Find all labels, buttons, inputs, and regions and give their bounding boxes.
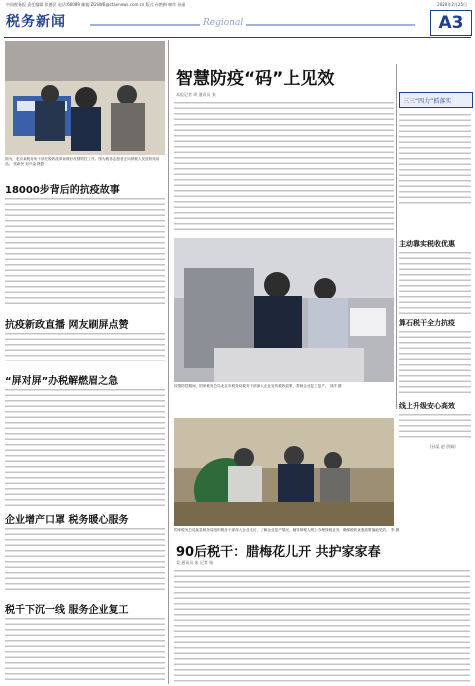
bottom-byline: 姜 通讯员 朱 记者 杨: [176, 560, 214, 565]
bottom-headline: 90后税干：腊梅花儿开 共护家家春: [176, 545, 381, 560]
section-title: 税务新闻: [6, 14, 66, 30]
left-text-block-3: [5, 387, 165, 507]
left-text-block-5: [5, 616, 165, 682]
lead-text-block: [174, 100, 394, 232]
lead-byline: 本报记者 周 通讯员 张: [176, 92, 216, 97]
left-photo-caption: 图为，北京某税务所干部在税收改革前做好疫情防控工作。图为税务志愿者正向纳税人发放防疫用品。 张新民 邓兴淦 摄影: [5, 157, 160, 166]
right-text-block-3: [399, 412, 471, 440]
top-strip: [0, 0, 475, 9]
bottom-text-block: [174, 568, 470, 682]
section-english-title: Regional: [200, 18, 246, 28]
right-banner-text: 三三“四力”抓落实: [403, 98, 452, 105]
left-headline-4: 企业增产口罩 税务暖心服务: [5, 515, 129, 526]
column-divider-right: [396, 64, 397, 409]
right-signoff: (孙某 赵 供稿): [430, 444, 456, 449]
right-text-block-0: [399, 112, 471, 204]
right-headline-1: 主动靠实税收优惠: [399, 240, 455, 248]
masthead-rule: [4, 37, 471, 38]
left-headline-3: “屏对屏”办税解燃眉之急: [5, 376, 119, 387]
left-headline-5: 税千下沉一线 服务企业复工: [5, 605, 129, 616]
top-strip-right: 2020年2月25日: [437, 2, 467, 7]
left-text-block-4: [5, 526, 165, 594]
bottom-photo-caption: 国家税务总局某县税务局组织税务干部深入企业走访，了解企业复产情况，辅导纳税人网上办理涉税业务，确保税收优惠政策落地见效。 李 摄: [174, 528, 400, 532]
page-number-badge: A3: [430, 10, 472, 36]
right-headline-3: 线上升级安心高效: [399, 402, 455, 410]
top-strip-left: 中国税务报 责任编辑 张德民 电话:66089 邮箱:ZGSWB@ctaxnews.com.cn 版式 孙艳梅 制作 孙丽: [6, 2, 186, 7]
right-text-block-1: [399, 250, 471, 314]
left-text-block-2: [5, 331, 165, 361]
right-headline-2: 算石税干全力抗疫: [399, 319, 455, 327]
masthead-divider: [90, 24, 415, 26]
lead-headline: 智慧防疫“码”上见效: [176, 69, 335, 89]
lead-photo: [174, 238, 394, 382]
right-banner: [399, 92, 473, 108]
lead-photo-caption: 疫情防控期间，国家税务总局北京市税务局税务干部深入企业宣传税收政策，帮助企业复工复产。 刘洋 摄: [174, 384, 342, 388]
column-divider-left: [168, 40, 169, 684]
left-photo: [5, 41, 165, 155]
bottom-photo: [174, 418, 394, 526]
right-text-block-2: [399, 329, 471, 395]
left-text-block-1: [5, 196, 165, 306]
left-headline-2: 抗疫新政直播 网友刷屏点赞: [5, 320, 129, 331]
left-headline-1: 18000步背后的抗疫故事: [5, 185, 120, 196]
